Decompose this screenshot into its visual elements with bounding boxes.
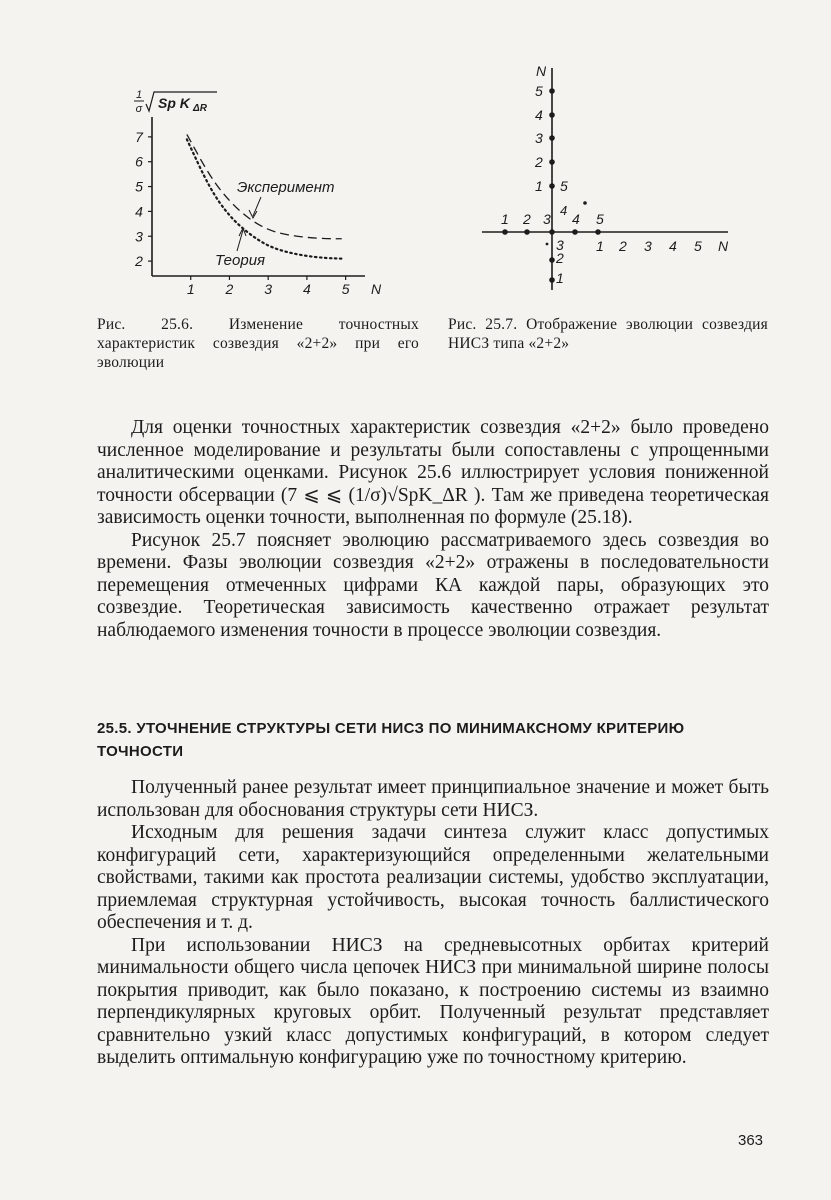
experiment-label: Эксперимент <box>237 179 335 196</box>
figure-25-7-caption: Рис. 25.7. Отображение эволюции созвездия НИСЗ типа «2+2» <box>448 316 768 352</box>
x-tick-label: 2 <box>225 281 234 297</box>
vertical-tick-label: 1 <box>535 178 543 194</box>
x-tick-label: 1 <box>186 281 195 297</box>
vertical-tick-label: 5 <box>535 83 543 99</box>
theory-label: Теория <box>215 252 266 269</box>
satellite-point <box>524 229 530 235</box>
svg-text:σ: σ <box>135 103 143 115</box>
satellite-point <box>595 229 601 235</box>
svg-text:1: 1 <box>135 89 143 101</box>
horizontal-tick-label: 4 <box>669 238 677 254</box>
satellite-point <box>549 257 555 263</box>
horizontal-tick-label: 5 <box>694 238 702 254</box>
svg-text:Sp K: Sp K <box>158 95 190 111</box>
lower-tick-label: 3 <box>556 237 564 253</box>
satellite-point <box>549 88 555 94</box>
y-tick-label: 2 <box>135 253 143 270</box>
lower-tick-label: 2 <box>556 250 564 266</box>
figure-25-7-diagram <box>470 58 760 298</box>
satellite-point <box>549 159 555 165</box>
y-tick-label: 5 <box>135 178 143 195</box>
y-tick-label: 4 <box>135 203 143 220</box>
paragraph: Рисунок 25.7 поясняет эволюцию рассматриваемого здесь созвездия во времени. Фазы эволюции созвездия «2+2» отражены в последовательности перемещения отмеченных цифрами КА каждой пары, образующих это созвездие. Теоретическая зависимость качественно отражает результат наблюдаемого изменения точности в процессе эволюции созвездия. <box>97 529 769 641</box>
experiment-pointer <box>253 197 261 216</box>
vertical-tick-label: 4 <box>535 107 543 123</box>
x-axis-label: N <box>371 281 382 297</box>
horizontal-axis-label: N <box>718 238 729 254</box>
horizontal-tick-label: 2 <box>523 211 531 227</box>
satellite-point <box>549 229 555 235</box>
satellite-point <box>549 112 555 118</box>
figure-25-6-chart <box>125 85 385 300</box>
horizontal-tick-label: 1 <box>596 238 604 254</box>
point-marker <box>546 243 549 246</box>
vertical-tick-label: 2 <box>535 154 543 170</box>
vertical-tick-label: 3 <box>535 130 543 146</box>
paragraph: При использовании НИСЗ на средневысотных орбитах критерий минимальности общего числа цепочек НИСЗ при минимальной ширине полосы покрытия приводит, как было показано, к построению системы из взаимно перпендикулярных круговых орбит. Полученный результат представляет сравнительно узкий класс допустимых конфигураций, в котором следует выделить оптимальную конфигурацию уже по точностному критерию. <box>97 934 769 1068</box>
page-number: 363 <box>738 1132 764 1149</box>
body-paragraphs-top <box>97 417 769 642</box>
offset-label: 5 <box>560 178 568 194</box>
section-heading: 25.5. УТОЧНЕНИЕ СТРУКТУРЫ СЕТИ НИСЗ ПО МИНИМАКСНОМУ КРИТЕРИЮ ТОЧНОСТИ <box>97 720 685 760</box>
offset-label: 4 <box>560 203 568 218</box>
paragraph: Полученный ранее результат имеет принципиальное значение и может быть использован для обоснования структуры сети НИСЗ. <box>97 777 769 821</box>
x-tick-label: 3 <box>264 281 273 297</box>
satellite-point <box>549 135 555 141</box>
paragraph: Исходным для решения задачи синтеза служит класс допустимых конфигураций сети, характеризующийся определенными желательными свойствами, такими как простота реализации системы, удобство эксплуатации, приемлемая структурная устойчивость, высокая точность баллистического обеспечения и т. д. <box>97 822 769 933</box>
y-tick-label: 3 <box>135 228 143 245</box>
x-tick-label: 5 <box>341 281 350 297</box>
y-tick-label: 6 <box>135 153 143 170</box>
satellite-point <box>502 229 508 235</box>
horizontal-tick-label: 1 <box>501 211 509 227</box>
point-marker <box>583 201 587 205</box>
offset-label: 5 <box>596 211 604 227</box>
figure-25-6-caption: Рис. 25.6. Изменение точностных характеристик созвездия «2+2» при его эволюции <box>97 316 419 371</box>
svg-text:ΔR: ΔR <box>193 103 207 114</box>
horizontal-tick-label: 3 <box>543 211 551 227</box>
vertical-axis-label: N <box>536 63 547 79</box>
satellite-point <box>549 183 555 189</box>
y-axis-label <box>134 89 217 115</box>
offset-label: 4 <box>572 211 580 227</box>
paragraph: Для оценки точностных характеристик созвездия «2+2» было проведено численное моделирование и результаты были сопоставлены с упрощенными аналитическими оценками. Рисунок 25.6 иллюстрирует условия пониженной точности обсервации (7 ⩽ ⩽ (1/σ)√SpK_ΔR ). Там же приведена теоретическая зависимость оценки точности, выполненная по формуле (25.18). <box>97 417 769 528</box>
body-paragraphs-bottom <box>97 777 769 1070</box>
theory-curve <box>187 139 342 258</box>
lower-tick-label: 1 <box>556 270 564 286</box>
y-tick-label: 7 <box>135 128 143 145</box>
horizontal-tick-label: 3 <box>644 238 652 254</box>
satellite-point <box>572 229 578 235</box>
satellite-point <box>549 277 555 283</box>
x-tick-label: 4 <box>303 281 311 297</box>
horizontal-tick-label: 2 <box>619 238 627 254</box>
